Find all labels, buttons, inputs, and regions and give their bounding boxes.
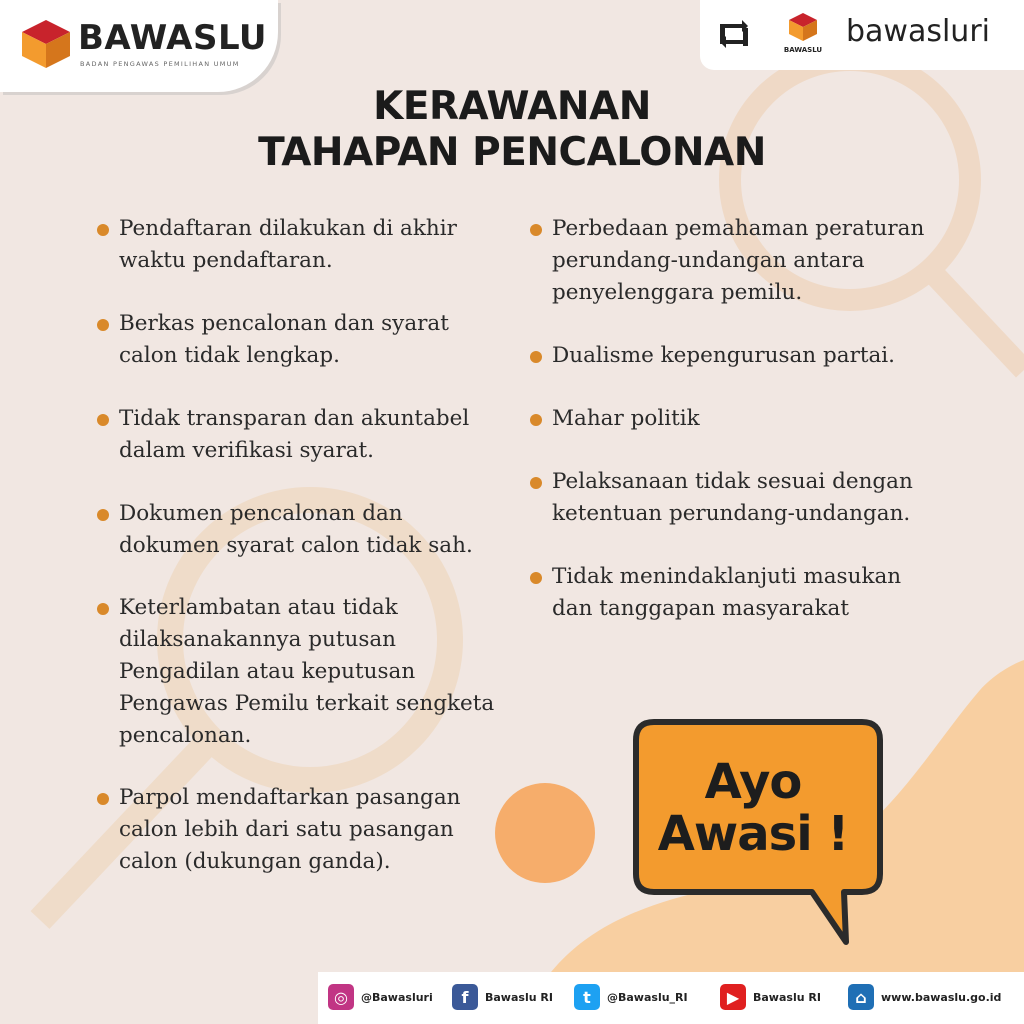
list-item-text: Dokumen pencalonan dan dokumen syarat calon tidak sah. xyxy=(119,501,473,558)
avatar-logo-icon xyxy=(782,10,824,56)
right-column xyxy=(528,213,928,625)
repost-icon[interactable] xyxy=(714,14,754,54)
list-item-text: Berkas pencalonan dan syarat calon tidak lengkap. xyxy=(119,311,449,368)
list-item xyxy=(528,340,928,372)
bullet-icon xyxy=(97,319,109,331)
page-title xyxy=(0,84,1024,176)
bullet-icon xyxy=(97,414,109,426)
list-item-text: Pelaksanaan tidak sesuai dengan ketentuan perundang-undangan. xyxy=(552,469,913,526)
youtube-icon: ▶ xyxy=(720,984,746,1010)
list-item xyxy=(95,498,495,562)
bullet-icon xyxy=(530,414,542,426)
instagram-label: @Bawasluri xyxy=(361,990,433,1004)
instagram-link[interactable] xyxy=(328,984,433,1010)
list-item-text: Tidak menindaklanjuti masukan dan tanggapan masyarakat xyxy=(552,564,902,621)
twitter-icon: t xyxy=(574,984,600,1010)
list-item xyxy=(95,213,495,277)
website-link[interactable] xyxy=(848,984,1001,1010)
left-column xyxy=(95,213,495,878)
callout-text xyxy=(642,756,864,860)
callout-line-1: Ayo xyxy=(704,754,802,810)
avatar-label: BAWASLU xyxy=(783,46,823,54)
list-item xyxy=(95,592,495,752)
list-item xyxy=(528,561,928,625)
orange-circle xyxy=(495,783,595,883)
list-item-text: Mahar politik xyxy=(552,406,700,431)
callout-line-2: Awasi ! xyxy=(657,806,849,862)
facebook-label: Bawaslu RI xyxy=(485,990,553,1004)
twitter-link[interactable] xyxy=(574,984,688,1010)
list-item xyxy=(95,403,495,467)
website-label: www.bawaslu.go.id xyxy=(881,990,1002,1004)
bullet-icon xyxy=(530,224,542,236)
list-item xyxy=(95,308,495,372)
list-item xyxy=(528,403,928,435)
facebook-icon: f xyxy=(452,984,478,1010)
social-footer xyxy=(318,972,1024,1024)
list-item xyxy=(528,466,928,530)
bullet-icon xyxy=(97,793,109,805)
bullet-icon xyxy=(97,509,109,521)
list-item-text: Tidak transparan dan akuntabel dalam verifikasi syarat. xyxy=(119,406,470,463)
bawaslu-box-logo-icon xyxy=(20,14,72,70)
bullet-icon xyxy=(97,224,109,236)
home-icon: ⌂ xyxy=(848,984,874,1010)
repost-username[interactable]: bawasluri xyxy=(846,14,990,49)
list-item-text: Pendaftaran dilakukan di akhir waktu pendaftaran. xyxy=(119,216,457,273)
facebook-link[interactable] xyxy=(452,984,553,1010)
list-item-text: Parpol mendaftarkan pasangan calon lebih dari satu pasangan calon (dukungan ganda). xyxy=(119,785,461,874)
bullet-icon xyxy=(530,477,542,489)
ayo-awasi-callout xyxy=(632,718,884,948)
twitter-label: @Bawaslu_RI xyxy=(607,990,688,1004)
title-line-1: KERAWANAN xyxy=(373,84,651,129)
avatar[interactable] xyxy=(782,10,824,56)
instagram-icon: ◎ xyxy=(328,984,354,1010)
youtube-label: Bawaslu RI xyxy=(753,990,821,1004)
logo-tagline: BADAN PENGAWAS PEMILIHAN UMUM xyxy=(80,60,240,68)
list-item-text: Perbedaan pemahaman peraturan perundang-undangan antara penyelenggara pemilu. xyxy=(552,216,925,305)
bullet-icon xyxy=(530,351,542,363)
title-line-2: TAHAPAN PENCALONAN xyxy=(258,130,766,175)
youtube-link[interactable] xyxy=(720,984,821,1010)
bawaslu-logo-card xyxy=(0,0,278,92)
bullet-icon xyxy=(530,572,542,584)
list-item-text: Dualisme kepengurusan partai. xyxy=(552,343,896,368)
list-item xyxy=(528,213,928,309)
list-item-text: Keterlambatan atau tidak dilaksanakannya putusan Pengadilan atau keputusan Pengawas Pemilu terkait sengketa pencalonan. xyxy=(119,595,495,748)
logo-name: BAWASLU xyxy=(78,18,268,58)
repost-header xyxy=(700,0,1024,70)
list-item xyxy=(95,782,495,878)
bullet-icon xyxy=(97,603,109,615)
